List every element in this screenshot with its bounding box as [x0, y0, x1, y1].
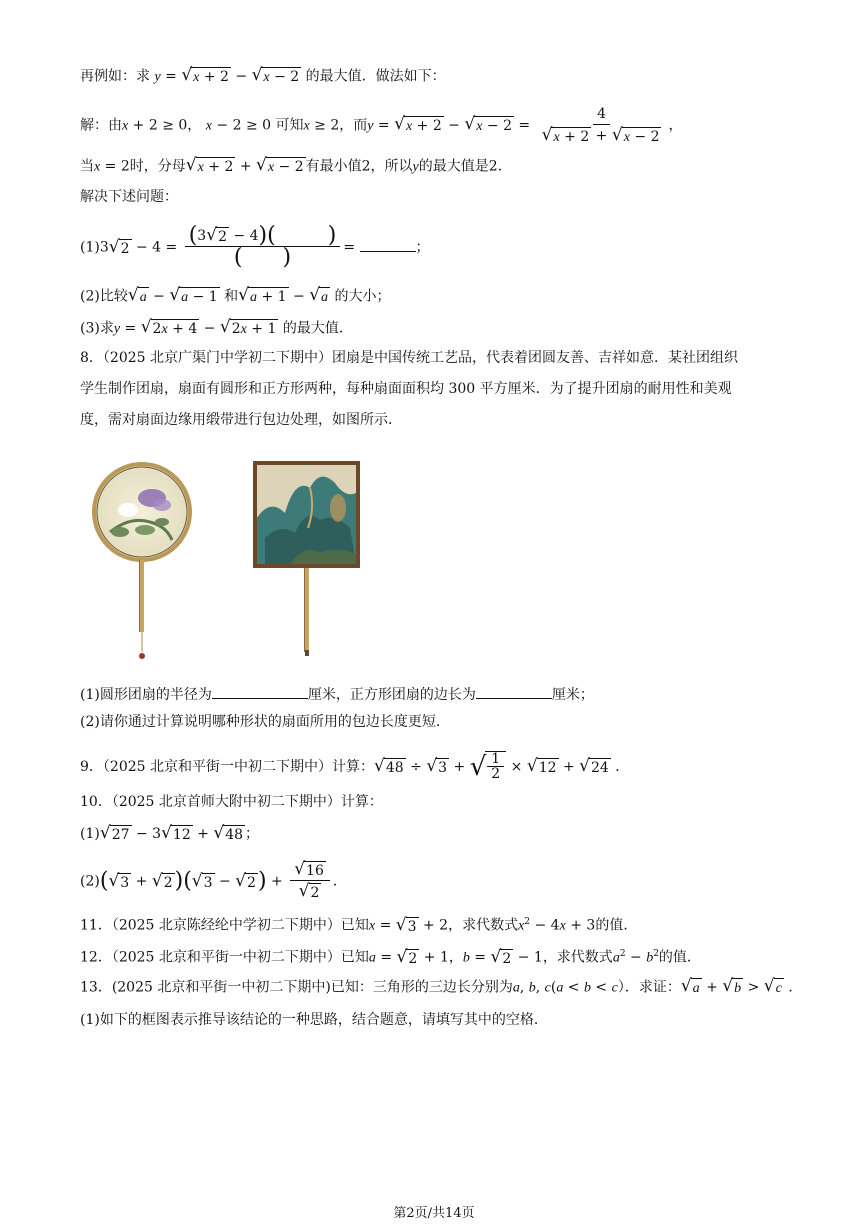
question-8-1: (1)圆形团扇的半径为 厘米，正方形团扇的边长为 厘米； — [80, 684, 594, 705]
round-fan-image — [90, 460, 200, 665]
question-10-2: (2)( √ 3 + √ 2 )( √ 3 − √ 2 ) + √ 16 √ 2 ． — [80, 859, 347, 901]
answer-blank[interactable] — [360, 237, 416, 252]
question-7-2: (2)比较 √ a − √ a − 1 和 √ a + 1 − √ a 的大小； — [80, 285, 391, 305]
fraction: 4 √ x + 2 + √ x − 2 — [541, 106, 660, 145]
solution-line: 解：由x + 2 ≥ 0， x − 2 ≥ 0 可知x ≥ 2，而y = √ x + 2 − √ x − 2 = 4 √ x + 2 + √ x − 2 ， — [80, 104, 682, 147]
side-length-blank[interactable] — [476, 684, 552, 699]
square-fan-image — [250, 458, 365, 663]
example-line: 再例如：求 y = √ x + 2 − √ x − 2 的最大值．做法如下： — [80, 65, 446, 85]
problem-9: 9．（2025 北京和平街一中初二下期中）计算： √ 48 ÷ √ 3 + √ $\frac{1}{2}$ × √ 12 + √ 24 ． — [80, 751, 630, 782]
question-13-1: (1)如下的框图表示推导该结论的一种思路，结合题意，请填写其中的空格． — [80, 1012, 548, 1028]
question-8-2: (2)请你通过计算说明哪种形状的扇面所用的包边长度更短． — [80, 714, 450, 730]
conclusion-line: 当x = 2时，分母 √ x + 2 + √ x − 2 有最小值2，所以y的最大值是2． — [80, 155, 512, 175]
question-7-1: (1)3 √ 2 − 4 = (3 √ 2 − 4)( ) ( ) = ； — [80, 223, 430, 270]
problem-11: 11．（2025 北京陈经纶中学初二下期中）已知x = √ 3 + 2，求代数式$x^2 - 4x + 3$的值． — [80, 914, 638, 935]
page-footer: 第2页/共14页 — [393, 1206, 475, 1221]
problem-8-line-2: 学生制作团扇，扇面有圆形和正方形两种，每种扇面面积均 300 平方厘米．为了提升团扇的耐用性和美观 — [80, 381, 732, 397]
problem-12: 12．（2025 北京和平街一中初二下期中）已知a = √ 2 + 1，b = √ 2 − 1，求代数式$a^2 - b^2$的值． — [80, 946, 701, 967]
radius-blank[interactable] — [212, 684, 308, 699]
question-10-1: (1) √ 27 − 3 √ 12 + √ 48 ； — [80, 823, 260, 843]
instruction-line: 解决下述问题： — [80, 189, 178, 205]
problem-8-line-3: 度，需对扇面边缘用缎带进行包边处理，如图所示． — [80, 412, 402, 428]
problem-10: 10．（2025 北京首师大附中初二下期中）计算： — [80, 794, 383, 810]
question-7-3: (3)求y = √ 2x + 4 − √ 2x + 1 的最大值． — [80, 317, 353, 337]
problem-8-line-1: 8．（2025 北京广渠门中学初二下期中）团扇是中国传统工艺品，代表着团圆友善、吉祥如意．某社团组织 — [80, 350, 738, 366]
problem-13: 13．(2025 北京和平街一中初二下期中)已知：三角形的三边长分别为a, b, c(a < b < c）．求证： √ a + √ b > √ c ． — [80, 976, 803, 996]
